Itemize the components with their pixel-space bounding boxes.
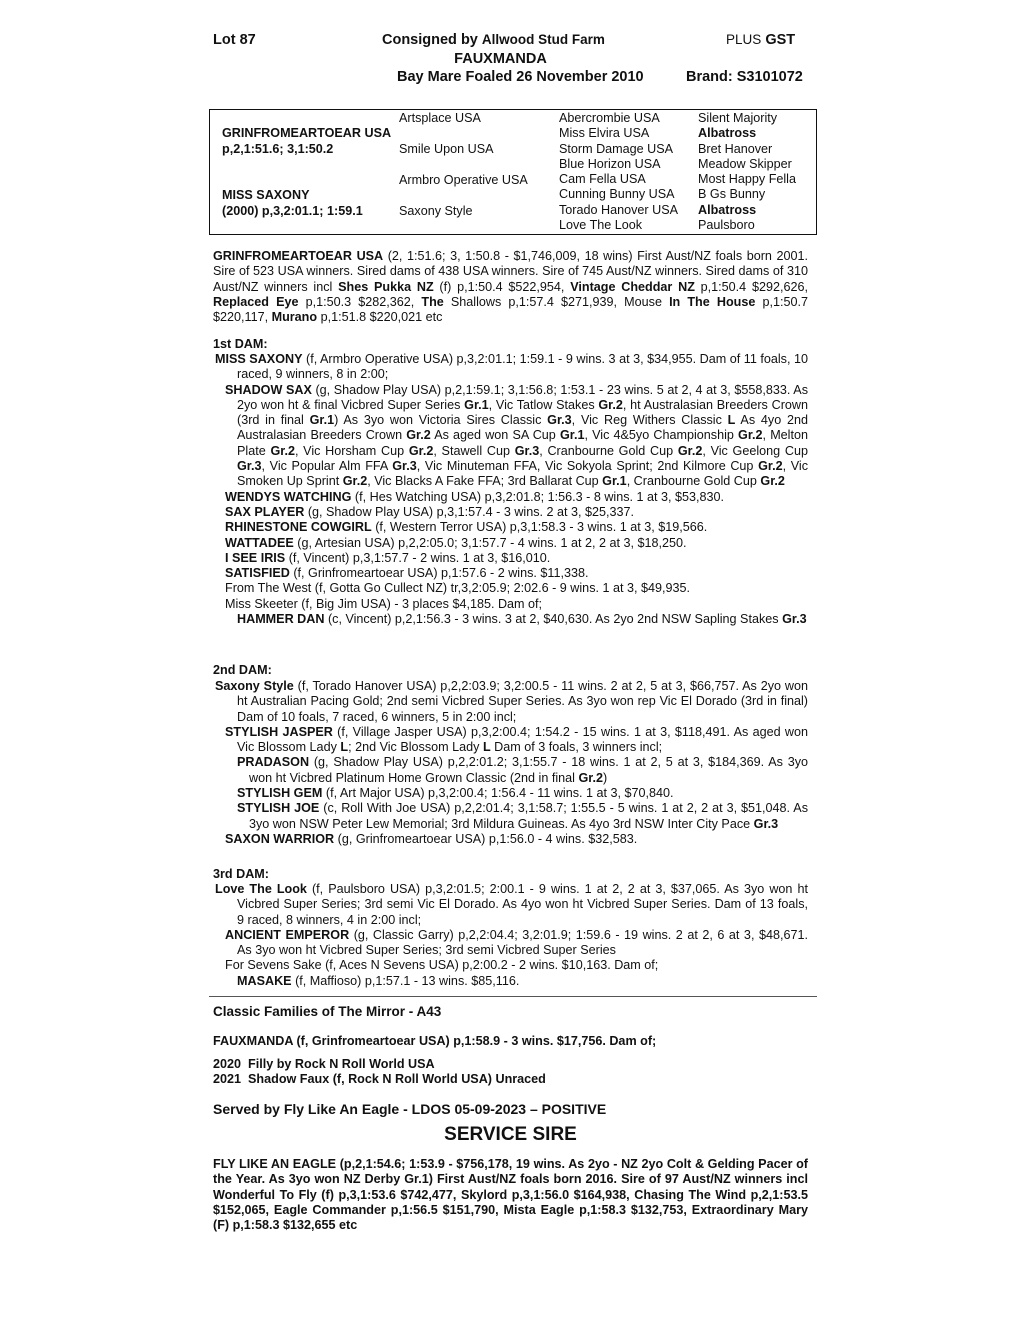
progeny-entry (213, 383, 808, 490)
progeny-text: (c, Roll With Joe USA) p,2,2:01.4; 3,1:58.7; 1:55.5 - 5 wins. 1 at 2, 2 at 3, $51,048. As 3yo won NSW Peter Lew Memorial; 3rd Mildura Guineas. As 4yo 3rd NSW Inter City Pace (249, 801, 808, 831)
sire-highlight: Murano (271, 310, 318, 325)
gst-label: GST (765, 32, 796, 48)
grand-progeny-entry (213, 974, 808, 989)
gst-note (726, 32, 795, 48)
sire-highlight: In The House (669, 294, 756, 309)
second-dam-heading: 2nd DAM: (213, 663, 272, 677)
third-dam-heading: 3rd DAM: (213, 867, 269, 881)
pedigree-gen4-8: Paulsboro (698, 218, 755, 233)
produce-year: 2020 (213, 1057, 242, 1071)
pedigree-gen2-1: Artsplace USA (399, 111, 481, 125)
grade: Gr.2 (738, 428, 763, 443)
pedigree-sire: GRINFROMEARTOEAR USA (222, 126, 392, 140)
progeny-name: HAMMER DAN (237, 612, 325, 627)
produce-text: Shadow Faux (f, Rock N Roll World USA) Unraced (248, 1072, 546, 1086)
grade: Gr.3 (514, 443, 540, 458)
progeny-name: SATISFIED (225, 566, 290, 581)
dam-text: (f, Armbro Operative USA) p,3,2:01.1; 1:59.1 - 9 wins. 3 at 3, $34,955. Dam of 11 foals, 10 raced, 9 winners, 8 in 2:00; (237, 352, 808, 382)
first-dam-entry (215, 352, 808, 383)
consigned-line (382, 32, 605, 48)
progeny-text: , Vic Popular Alm FFA (261, 459, 393, 474)
pedigree-gen4-1: Silent Majority (698, 111, 778, 125)
progeny-text: , Vic Geelong Cup (702, 443, 808, 458)
dam-name: Saxony Style (215, 679, 294, 693)
sire-highlight: The (421, 294, 444, 309)
progeny-text: (g, Shadow Play USA) p,2,1:59.1; 3,1:56.8; 1:53.1 - 23 wins. 5 at 2, 4 at 3, $558,833. As 2yo won ht & final Vicbred Super Series (237, 382, 808, 412)
sire-summary-text: (f) p,1:50.4 $522,954, (433, 279, 571, 294)
progeny-text: (g, Artesian USA) p,2,2:05.0; 3,1:57.7 - 4 wins. 1 at 2, 2 at 3, $18,250. (293, 535, 687, 550)
progeny-text: (f, Village Jasper USA) p,3,2:00.4; 1:54.2 - 15 wins. 1 at 3, $118,491. As aged won Vic Blossom Lady (237, 724, 808, 755)
progeny-text: , Stawell Cup (433, 443, 515, 458)
progeny-entry (213, 928, 808, 959)
sire-summary-name: GRINFROMEARTOEAR USA (213, 249, 384, 263)
pedigree-gen3-8: Love The Look (559, 218, 643, 233)
produce-text: Filly by Rock N Roll World USA (248, 1057, 435, 1071)
pedigree-gen3-3: Storm Damage USA (559, 141, 674, 156)
progeny-text: , Melton Plate (237, 428, 808, 458)
consignor-name: Allwood Stud Farm (481, 32, 605, 47)
sire-summary-text: (2, 1:51.6; 3, 1:50.8 - $1,746,009, 18 wins) First Aust/NZ foals born 2001. Sire of 523 USA winners. Sired dams of 438 USA winners. Sire of 745 Aust/NZ winners. Sired dams of 310 Aust/NZ winners incl (213, 249, 808, 294)
pedigree-dam-record: (2000) p,3,2:01.1; 1:59.1 (222, 204, 363, 218)
grade: Gr.3 (753, 816, 779, 831)
pedigree-gen3-1: Abercrombie USA (559, 111, 660, 125)
grade: Gr.1 (602, 474, 627, 489)
progeny-entry (213, 520, 808, 535)
progeny-text: (f, Grinfromeartoear USA) p,1:57.6 - 2 wins. $11,338. (289, 566, 589, 581)
progeny-text: ; 2nd Vic Blossom Lady (348, 740, 483, 755)
produce-row (213, 1057, 435, 1071)
progeny-text: , Cranbourne Gold Cup (626, 474, 761, 489)
progeny-text: (f, Western Terror USA) p,3,1:58.3 - 3 wins. 1 at 3, $19,566. (371, 520, 708, 535)
grand-progeny-entry (213, 755, 808, 786)
grade: Gr.3 (237, 459, 262, 474)
grade: Gr.3 (547, 413, 572, 428)
grade: L (727, 413, 736, 428)
gst-prefix: PLUS (726, 32, 762, 47)
dam-name: Love The Look (215, 882, 307, 896)
sire-summary-text: p,1:50.3 $282,362, (298, 294, 422, 309)
progeny-text: , Vic Minuteman FFA, Vic Sokyola Sprint; 2nd Kilmore Cup (416, 459, 759, 474)
progeny-text: , Vic Smoken Up Sprint (237, 459, 808, 489)
family-line: Classic Families of The Mirror - A43 (213, 1004, 442, 1019)
progeny-entry (213, 832, 808, 847)
lot-number: Lot 87 (213, 32, 256, 48)
progeny-text: , Vic Tatlow Stakes (488, 397, 599, 412)
grade: Gr.2 (578, 770, 603, 785)
progeny-name: I SEE IRIS (225, 550, 286, 565)
progeny-text: (f, Maffioso) p,1:57.1 - 13 wins. $85,116. (291, 973, 520, 988)
progeny-name: STYLISH JOE (237, 801, 320, 816)
grand-progeny-entry (213, 801, 808, 832)
grade: Gr.1 (464, 397, 489, 412)
progeny-text: (f, Art Major USA) p,3,2:00.4; 1:56.4 - 11 wins. 1 at 3, $70,840. (322, 786, 674, 801)
progeny-text: ) (602, 770, 608, 785)
sire-highlight: Vintage Cheddar NZ (570, 279, 695, 294)
pedigree-gen3-2: Miss Elvira USA (559, 126, 650, 141)
sire-summary-text: p,1:50.4 $292,626, (694, 279, 808, 294)
progeny-name: MASAKE (237, 973, 292, 988)
pedigree-gen4 (698, 111, 796, 233)
grade: Gr.2 (406, 428, 431, 443)
progeny-text: (g, Classic Garry) p,2,2:04.4; 3,2:01.9; 1:59.6 - 19 wins. 2 at 2, 6 at 3, $48,671. As 3yo won ht Vicbred Super Series; 3rd semi Vicbred Super Series (237, 927, 808, 958)
progeny-name: SAXON WARRIOR (225, 831, 335, 846)
produce-year: 2021 (213, 1072, 242, 1086)
progeny-text: (g, Shadow Play USA) p,3,1:57.4 - 3 wins. 2 at 3, $25,337. (304, 504, 635, 519)
progeny-entry: From The West (f, Gotta Go Cullect NZ) tr,3,2:05.9; 2:02.6 - 9 wins. 1 at 3, $49,935. (225, 581, 691, 596)
progeny-text: , ht Australasian Breeders Crown (3rd in final (237, 397, 808, 428)
grand-progeny-entry (213, 786, 808, 801)
progeny-name: PRADASON (237, 755, 310, 770)
progeny-entry (213, 505, 808, 520)
sire-highlight: Shes Pukka NZ (338, 279, 434, 294)
dam-text: (f, Paulsboro USA) p,3,2:01.5; 2:00.1 - 9 wins. 1 at 2, 2 at 3, $37,065. As 3yo won ht Vicbred Super Series; 3rd semi Vic El Dorado. As 4yo won ht Vicbred Super Series. Dam of 13 foals, 9 raced, 8 winners, 4 in 2:00 incl; (237, 882, 808, 927)
sire-summary (213, 249, 808, 325)
progeny-name: STYLISH GEM (237, 786, 323, 801)
sire-summary-text: Shallows p,1:57.4 $271,939, Mouse (443, 294, 670, 309)
progeny-text: , Vic 4&5yo Championship (584, 428, 739, 443)
sire-highlight: Replaced Eye (213, 294, 299, 309)
sire-summary-text: p,1:51.8 $220,021 etc (317, 310, 443, 325)
grade: Gr.2 (598, 397, 623, 412)
grade: Gr.2 (677, 443, 703, 458)
progeny-text: (f, Hes Watching USA) p,3,2:01.8; 1:56.3 - 8 wins. 1 at 3, $53,830. (351, 489, 725, 504)
third-dam-entry (215, 882, 808, 928)
progeny-text: , Vic Blacks A Fake FFA; 3rd Ballarat Cup (367, 474, 603, 489)
pedigree-gen4-7: Albatross (698, 202, 757, 217)
first-dam-section (213, 352, 808, 627)
pedigree-gen4-5: Most Happy Fella (698, 172, 796, 187)
first-dam-heading: 1st DAM: (213, 337, 268, 351)
progeny-text: (g, Shadow Play USA) p,2,2:01.2; 3,1:55.7 - 18 wins. 1 at 2, 5 at 3, $184,369. As 3yo won ht Vicbred Platinum Home Grown Classic (2nd in final (249, 755, 808, 785)
grade: Gr.3 (392, 459, 417, 474)
progeny-text: (c, Vincent) p,2,1:56.3 - 3 wins. 3 at 2, $40,630. As 2yo 2nd NSW Sapling Stakes (324, 612, 783, 627)
pedigree-gen4-2: Albatross (698, 126, 757, 141)
grade: Gr.2 (760, 474, 785, 489)
sire-summary-text: p,1:50.7 $220,117, (213, 294, 808, 325)
progeny-entry (213, 551, 808, 566)
pedigree-gen3-4: Blue Horizon USA (559, 156, 661, 171)
second-dam-entry (215, 679, 808, 725)
progeny-entry: For Sevens Sake (f, Aces N Sevens USA) p,2:00.2 - 2 wins. $10,163. Dam of; (225, 958, 659, 973)
brand: Brand: S3101072 (686, 69, 803, 85)
progeny-entry (213, 725, 808, 756)
dam-name: MISS SAXONY (215, 352, 303, 366)
progeny-entry: Miss Skeeter (f, Big Jim USA) - 3 places $4,185. Dam of; (225, 596, 543, 611)
progeny-text: ) As 3yo won Victoria Sires Classic (334, 413, 548, 428)
progeny-name: STYLISH JASPER (225, 724, 333, 739)
pedigree-gen4-6: B Gs Bunny (698, 187, 766, 202)
third-dam-section (213, 882, 808, 989)
progeny-name: WATTADEE (225, 535, 294, 550)
grade: Gr.2 (408, 443, 434, 458)
pedigree-gen3-6: Cunning Bunny USA (559, 187, 675, 202)
dam-text: (f, Torado Hanover USA) p,2,2:03.9; 3,2:00.5 - 11 wins. 2 at 2, 5 at 3, $66,757. As 2yo won ht Australian Pacing Gold; 2nd semi Vicbred Super Series. As 3yo won rep Vic El Dorado (3rd in final) Dam of 10 foals, 7 raced, 6 winners, 5 in 2:00 incl; (237, 679, 808, 724)
progeny-text: , Vic Horsham Cup (294, 443, 409, 458)
grade: Gr.1 (559, 428, 585, 443)
pedigree-gen3-5: Cam Fella USA (559, 172, 646, 187)
pedigree-gen3 (559, 111, 678, 233)
progeny-name: ANCIENT EMPEROR (225, 927, 350, 942)
served-line: Served by Fly Like An Eagle - LDOS 05-09-2023 – POSITIVE (213, 1101, 607, 1117)
grade: Gr.1 (309, 413, 335, 428)
progeny-text: As 4yo 2nd Australasian Breeders Crown (237, 413, 808, 443)
horse-name: FAUXMANDA (454, 51, 547, 67)
section-divider (209, 996, 817, 997)
grade: Gr.3 (782, 612, 807, 627)
pedigree-gen2-2: Smile Upon USA (399, 142, 494, 156)
pedigree-gen2-3: Armbro Operative USA (399, 173, 528, 187)
progeny-text: , Vic Reg Withers Classic (571, 413, 728, 428)
service-sire-title: SERVICE SIRE (444, 1124, 577, 1145)
pedigree-dam: MISS SAXONY (222, 188, 310, 202)
progeny-name: WENDYS WATCHING (225, 489, 352, 504)
progeny-entry (213, 490, 808, 505)
pedigree-gen4-3: Bret Hanover (698, 141, 773, 156)
grade: Gr.2 (758, 459, 783, 474)
progeny-name: SHADOW SAX (225, 382, 312, 397)
progeny-text: (g, Grinfromeartoear USA) p,1:56.0 - 4 wins. $32,583. (334, 831, 638, 846)
lot-horse-record: FAUXMANDA (f, Grinfromeartoear USA) p,1:58.9 - 3 wins. $17,756. Dam of; (213, 1034, 657, 1048)
service-sire-text: FLY LIKE AN EAGLE (p,2,1:54.6; 1:53.9 - $756,178, 19 wins. As 2yo - NZ 2yo Colt & Gelding Pacer of the Year. As 3yo won NZ Derby Gr.1) First Aust/NZ foals born 2016. Sire of 97 Aust/NZ winners incl Wonderful To Fly (f) p,3,1:53.6 $742,477, Skylord p,3,1:56.0 $164,938, Chasing The Wind p,2,1:53.5 $152,065, Eagle Commander p,1:56.5 $151,790, Mista Eagle p,1:58.3 $132,753, Extraordinary Mary (F) p,1:58.3 $132,655 etc (213, 1157, 808, 1233)
progeny-text: Dam of 3 foals, 3 winners incl; (490, 740, 663, 755)
progeny-text: (f, Vincent) p,3,1:57.7 - 2 wins. 1 at 3, $16,010. (285, 550, 551, 565)
progeny-text: As aged won SA Cup (430, 428, 560, 443)
progeny-name: SAX PLAYER (225, 504, 305, 519)
grade: L (340, 740, 349, 755)
pedigree-gen3-7: Torado Hanover USA (559, 202, 679, 217)
grand-progeny-entry (213, 612, 808, 627)
grade: Gr.2 (270, 443, 295, 458)
consigned-prefix: Consigned by (382, 32, 478, 48)
progeny-name: RHINESTONE COWGIRL (225, 520, 372, 535)
grade: L (482, 740, 491, 755)
progeny-entry (213, 536, 808, 551)
pedigree-sire-record: p,2,1:51.6; 3,1:50.2 (222, 142, 334, 156)
progeny-entry (213, 566, 808, 581)
pedigree-gen2-4: Saxony Style (399, 204, 473, 218)
pedigree-gen4-4: Meadow Skipper (698, 156, 792, 171)
produce-row (213, 1072, 546, 1086)
pedigree-table (209, 109, 817, 235)
progeny-text: , Cranbourne Gold Cup (539, 443, 678, 458)
grade: Gr.2 (342, 474, 368, 489)
second-dam-section (213, 679, 808, 847)
horse-description: Bay Mare Foaled 26 November 2010 (397, 69, 644, 85)
